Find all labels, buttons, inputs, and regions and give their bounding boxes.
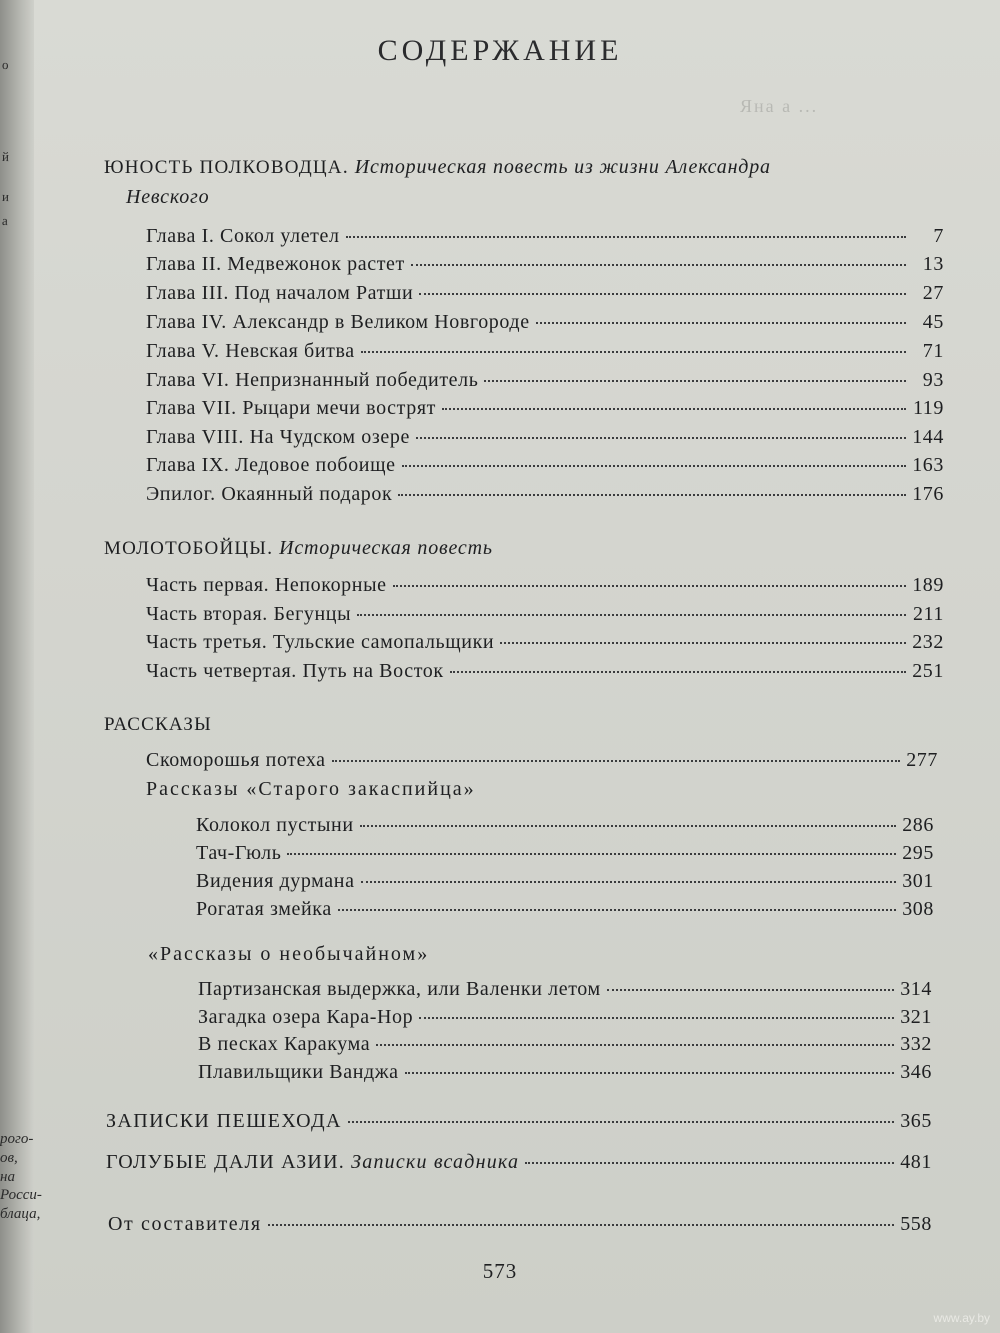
toc-entry[interactable]: Видения дурмана 301	[196, 870, 934, 892]
page-number: 7	[933, 225, 944, 247]
toc-entry[interactable]: Рогатая змейка 308	[196, 898, 934, 920]
page-number: 558	[900, 1213, 932, 1235]
toc-entry[interactable]: Часть первая. Непокорные 189	[146, 574, 944, 596]
page-number: 211	[912, 603, 944, 625]
page-number: 481	[900, 1151, 932, 1173]
toc-entry[interactable]: Партизанская выдержка, или Валенки летом 314	[198, 978, 932, 1000]
page-number: 321	[900, 1006, 932, 1028]
toc-entry[interactable]: Глава VII. Рыцари мечи вострят 119	[146, 397, 944, 419]
toc-entry[interactable]: Скоморошья потеха 277	[146, 749, 938, 771]
toc-entry[interactable]: Глава VI. Непризнанный победитель 93	[146, 369, 944, 391]
toc-entry[interactable]: В песках Каракума 332	[198, 1033, 932, 1055]
toc-entry[interactable]: Глава I. Сокол улетел 7	[146, 225, 944, 247]
page-number-footer: 573	[482, 1259, 518, 1283]
section-heading-stories: РАССКАЗЫ	[104, 714, 212, 735]
toc-entry[interactable]: Колокол пустыни 286	[196, 814, 934, 836]
page-number: 144	[912, 426, 944, 448]
toc-entry[interactable]: Глава IX. Ледовое побоище 163	[146, 454, 944, 476]
toc-entry-notes[interactable]: ЗАПИСКИ ПЕШЕХОДА 365	[106, 1110, 932, 1132]
toc-entry[interactable]: Глава III. Под началом Ратши 27	[146, 282, 944, 304]
adjacent-page-edge: о й и а	[0, 0, 34, 1333]
page-number: 45	[922, 311, 944, 333]
page-number: 176	[912, 483, 944, 505]
bleed-through-text: Яна а ...	[740, 96, 819, 116]
section-subtitle-youth: Невского	[126, 186, 210, 208]
page-number: 93	[922, 369, 944, 391]
toc-entry[interactable]: Часть четвертая. Путь на Восток 251	[146, 660, 944, 682]
page-number: 277	[906, 749, 938, 771]
toc-entry[interactable]: Плавильщики Ванджа 346	[198, 1061, 932, 1083]
page-number: 346	[900, 1061, 932, 1083]
toc-entry[interactable]: Часть третья. Тульские самопальщики 232	[146, 631, 944, 653]
toc-entry[interactable]: Часть вторая. Бегунцы 211	[146, 603, 944, 625]
page-title: СОДЕРЖАНИЕ	[377, 34, 623, 67]
toc-entry[interactable]: Глава II. Медвежонок растет 13	[146, 253, 944, 275]
toc-entry-blue[interactable]: ГОЛУБЫЕ ДАЛИ АЗИИ. Записки всадника 481	[106, 1151, 932, 1173]
section-heading-hammers: МОЛОТОБОЙЦЫ. Историческая повесть	[104, 537, 493, 559]
page-number: 295	[902, 842, 934, 864]
page-number: 301	[902, 870, 934, 892]
story-group-title: Рассказы «Старого закаспийца»	[146, 778, 476, 800]
page-number: 314	[900, 978, 932, 1000]
toc-entry[interactable]: Глава V. Невская битва 71	[146, 340, 944, 362]
page-number: 27	[922, 282, 944, 304]
toc-entry-compiler[interactable]: От составителя 558	[108, 1213, 932, 1235]
watermark: www.ay.by	[933, 1311, 990, 1325]
toc-entry[interactable]: Загадка озера Кара-Нор 321	[198, 1006, 932, 1028]
toc-entry[interactable]: Эпилог. Окаянный подарок 176	[146, 483, 944, 505]
toc-entry[interactable]: Глава VIII. На Чудском озере 144	[146, 426, 944, 448]
page-number: 332	[900, 1033, 932, 1055]
page-number: 286	[902, 814, 934, 836]
page-number: 189	[912, 574, 944, 596]
page-number: 71	[922, 340, 944, 362]
page-number: 163	[912, 454, 944, 476]
page-number: 119	[912, 397, 944, 419]
toc-entry[interactable]: Глава IV. Александр в Великом Новгороде 45	[146, 311, 944, 333]
toc-entry[interactable]: Тач-Гюль 295	[196, 842, 934, 864]
section-heading-youth: ЮНОСТЬ ПОЛКОВОДЦА. Историческая повесть из жизни Александра	[104, 156, 771, 178]
page-number: 365	[900, 1110, 932, 1132]
page-number: 232	[912, 631, 944, 653]
story-group-title: «Рассказы о необычайном»	[148, 943, 430, 965]
adjacent-page-fragments: рого- ов, на Росси- блаца,	[0, 1131, 42, 1222]
page-number: 308	[902, 898, 934, 920]
page-number: 251	[912, 660, 944, 682]
page-number: 13	[922, 253, 944, 275]
